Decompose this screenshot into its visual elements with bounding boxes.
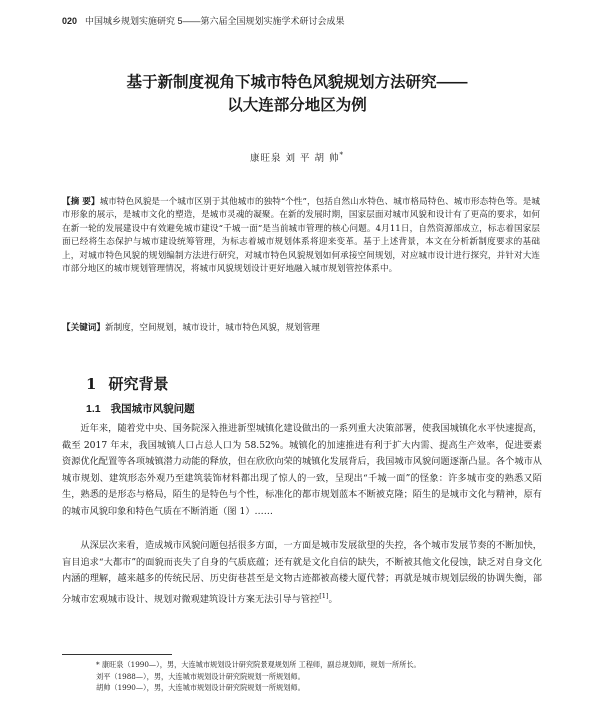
footnotes xyxy=(96,659,546,694)
paper-title-line1: 基于新制度视角下城市特色风貌规划方法研究—— xyxy=(126,74,468,91)
abstract-label: 【摘 要】 xyxy=(62,197,100,207)
keywords-label: 【关键词】 xyxy=(62,323,105,333)
authors-names: 康旺泉 刘 平 胡 帅 xyxy=(249,153,340,164)
keywords-text: 新制度，空间规划，城市设计，城市特色风貌，规划管理 xyxy=(104,323,320,333)
section-number: 1 xyxy=(86,375,97,393)
body-paragraph-1: 近年来，随着党中央、国务院深入推进新型城镇化建设做出的一系列重大决策部署，使我国城镇化水平快速提高，截至 2017 年末，我国城镇人口占总人口为 58.52%。城镇化的加速推进有利于扩大内需、提高生产效率，促进要素资源优化配置等各项城镇潜力动能的释放，但在欣欣向荣的城镇化发展背后，我国城市风貌问题逐渐凸显。各个城市从城市规划、建筑形态外观乃至建筑装饰材料都出现了惊人的一致，呈现出“千城一面”的怪象：许多城市变的熟悉又陌生，熟悉的是形态与格局，陌生的是特色与个性，标准化的都市规划蓝本不断被克隆；陌生的是城市文化与精神，原有的城市风貌印象和特色气质在不断消逝（图 1）…… xyxy=(62,423,542,517)
subsection-heading xyxy=(86,401,195,416)
running-head xyxy=(62,14,542,27)
keywords xyxy=(62,322,540,335)
reference-mark: [1] xyxy=(319,591,329,600)
abstract xyxy=(62,196,540,276)
footnote-divider xyxy=(62,654,172,655)
footnote-1: * 康旺泉（1990—），男，大连城市规划设计研究院景观规划所 工程师，副总规划师，规划一所所长。 xyxy=(96,660,421,669)
body-paragraph-2-text: 从深层次来看，造成城市风貌问题包括很多方面，一方面是城市发展欲望的失控，各个城市发展节奏的不断加快，盲目追求“大都市”的面貌而丧失了自身的气质底蕴；还有就是文化自信的缺失，不断被其他文化侵蚀，缺乏对自身文化内涵的理解，越来越多的传统民居、历史街巷甚至是文物古迹都被高楼大厦代替；再就是城市规划层级的协调失衡，部分城市宏观城市设计、规划对微观建筑设计方案无法引导与管控 xyxy=(62,540,542,605)
running-head-text: 中国城乡规划实施研究 5——第六届全国规划实施学术研讨会成果 xyxy=(85,16,345,26)
section-heading xyxy=(86,373,168,394)
body-paragraph-2-end: 。 xyxy=(328,593,338,605)
paper-title-line2: 以大连部分地区为例 xyxy=(227,97,367,114)
page-number: 020 xyxy=(62,16,78,26)
footnote-2: 刘平（1988—），男，大连城市规划设计研究院规划一所规划师。 xyxy=(96,671,305,681)
section-title: 研究背景 xyxy=(108,375,169,393)
footnote-3: 胡帅（1990—），男，大连城市规划设计研究院规划一所规划师。 xyxy=(96,683,305,692)
abstract-text: 城市特色风貌是一个城市区别于其他城市的独特“个性”，包括自然山水特色、城市格局特色、城市形态特色等。是城市形象的展示，是城市文化的塑造，是城市灵魂的凝聚。在新的发展时期，国家层面对城市风貌和设计有了更高的要求，如何在新一轮的发展建设中有效避免城市建设“千城一面”是当前城市管理的核心问题。4月11日，自然资源部成立，标志着国家层面已经将生态保护与城市建设统筹管理，为标志着城市规划体系将迎来变革。基于上述背景，本文在分析新制度要求的基础上，对城市特色风貌的规划编制方法进行研究，对城市特色风貌规划如何承接空间规划，对应城市设计进行探究，并针对大连市部分地区的城市规划管理情况，将城市风貌规划设计更好地融入城市规划管控体系中。 xyxy=(62,197,540,275)
subsection-title: 我国城市风貌问题 xyxy=(110,403,195,415)
subsection-number: 1.1 xyxy=(86,403,101,415)
author-list xyxy=(62,150,532,164)
author-footnote-mark: * xyxy=(339,150,345,159)
body-paragraph-2 xyxy=(62,538,542,608)
